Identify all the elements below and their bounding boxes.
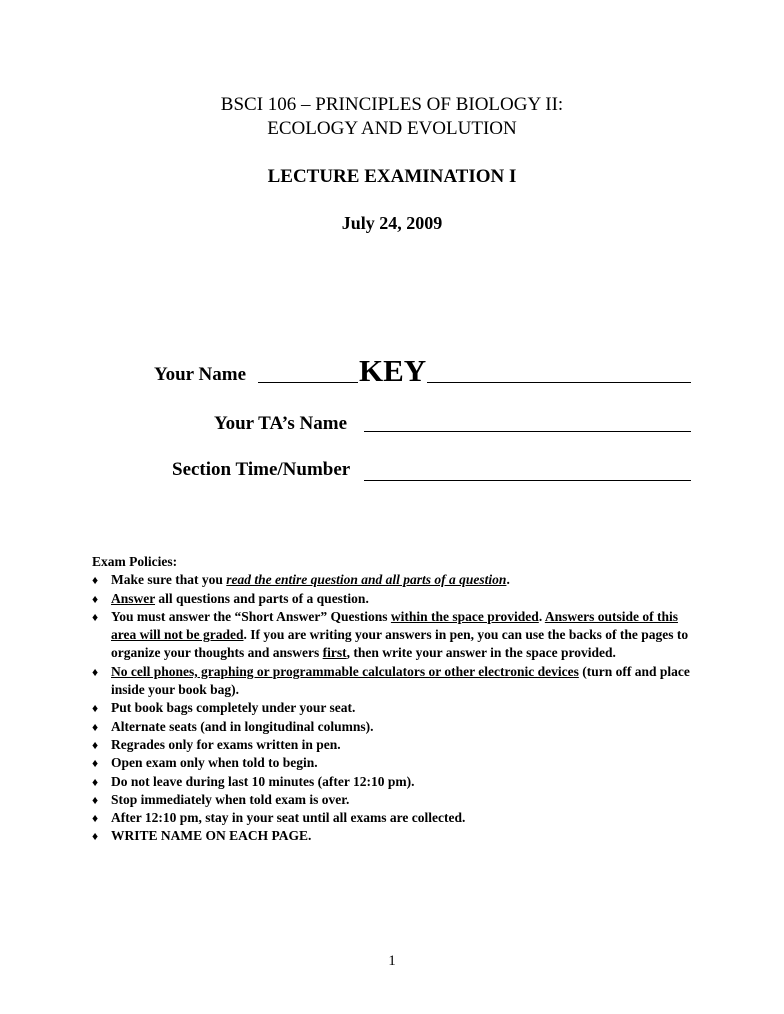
policy-item: ♦ Do not leave during last 10 minutes (after 12:10 pm). bbox=[92, 773, 692, 791]
policy-item: ♦ You must answer the “Short Answer” Questions within the space provided. Answers outside of this area will not be graded. If you are writing your answers in pen, you can use the backs of the pages to organize your thoughts and answers first, then write your answer in the space provided. bbox=[92, 608, 689, 661]
diamond-bullet-icon: ♦ bbox=[92, 774, 99, 789]
exam-title: LECTURE EXAMINATION I bbox=[267, 166, 517, 187]
policy-item: ♦ After 12:10 pm, stay in your seat until all exams are collected. bbox=[92, 809, 692, 827]
policy-item: ♦ No cell phones, graphing or programmable calculators or other electronic devices (turn off and place inside your book bag). bbox=[92, 663, 690, 698]
course-title-line-2: ECOLOGY AND EVOLUTION bbox=[267, 118, 517, 139]
diamond-bullet-icon: ♦ bbox=[92, 811, 99, 826]
name-field-line-right bbox=[427, 382, 691, 383]
diamond-bullet-icon: ♦ bbox=[92, 664, 99, 679]
exam-policies bbox=[92, 553, 692, 846]
course-title-line-1: BSCI 106 – PRINCIPLES OF BIOLOGY II: bbox=[220, 94, 564, 115]
ta-name-field-label: Your TA’s Name bbox=[214, 413, 347, 434]
ta-name-field-line bbox=[364, 431, 691, 432]
diamond-bullet-icon: ♦ bbox=[92, 719, 99, 734]
policies-list bbox=[92, 571, 692, 845]
diamond-bullet-icon: ♦ bbox=[92, 756, 99, 771]
page-number: 1 bbox=[388, 953, 396, 969]
diamond-bullet-icon: ♦ bbox=[92, 829, 99, 844]
policy-item: ♦ Answer all questions and parts of a question. bbox=[92, 590, 692, 608]
exam-date: July 24, 2009 bbox=[341, 213, 443, 233]
section-field-label: Section Time/Number bbox=[172, 459, 351, 480]
policy-item: ♦ Make sure that you read the entire question and all parts of a question. bbox=[92, 571, 692, 589]
policy-item: ♦ Open exam only when told to begin. bbox=[92, 754, 692, 772]
name-field-value: KEY bbox=[359, 353, 427, 388]
policy-item: ♦ WRITE NAME ON EACH PAGE. bbox=[92, 827, 692, 845]
diamond-bullet-icon: ♦ bbox=[92, 591, 99, 606]
diamond-bullet-icon: ♦ bbox=[92, 609, 99, 624]
diamond-bullet-icon: ♦ bbox=[92, 701, 99, 716]
diamond-bullet-icon: ♦ bbox=[92, 737, 99, 752]
policy-item: ♦ Stop immediately when told exam is over. bbox=[92, 791, 692, 809]
diamond-bullet-icon: ♦ bbox=[92, 573, 99, 588]
policy-item: ♦ Regrades only for exams written in pen. bbox=[92, 736, 692, 754]
policy-item: ♦ Alternate seats (and in longitudinal columns). bbox=[92, 718, 692, 736]
name-field-line-left bbox=[258, 382, 358, 383]
diamond-bullet-icon: ♦ bbox=[92, 792, 99, 807]
section-field-line bbox=[364, 480, 691, 481]
name-field-label: Your Name bbox=[154, 364, 247, 385]
policy-item: ♦ Put book bags completely under your seat. bbox=[92, 699, 692, 717]
policies-heading: Exam Policies: bbox=[92, 554, 178, 569]
